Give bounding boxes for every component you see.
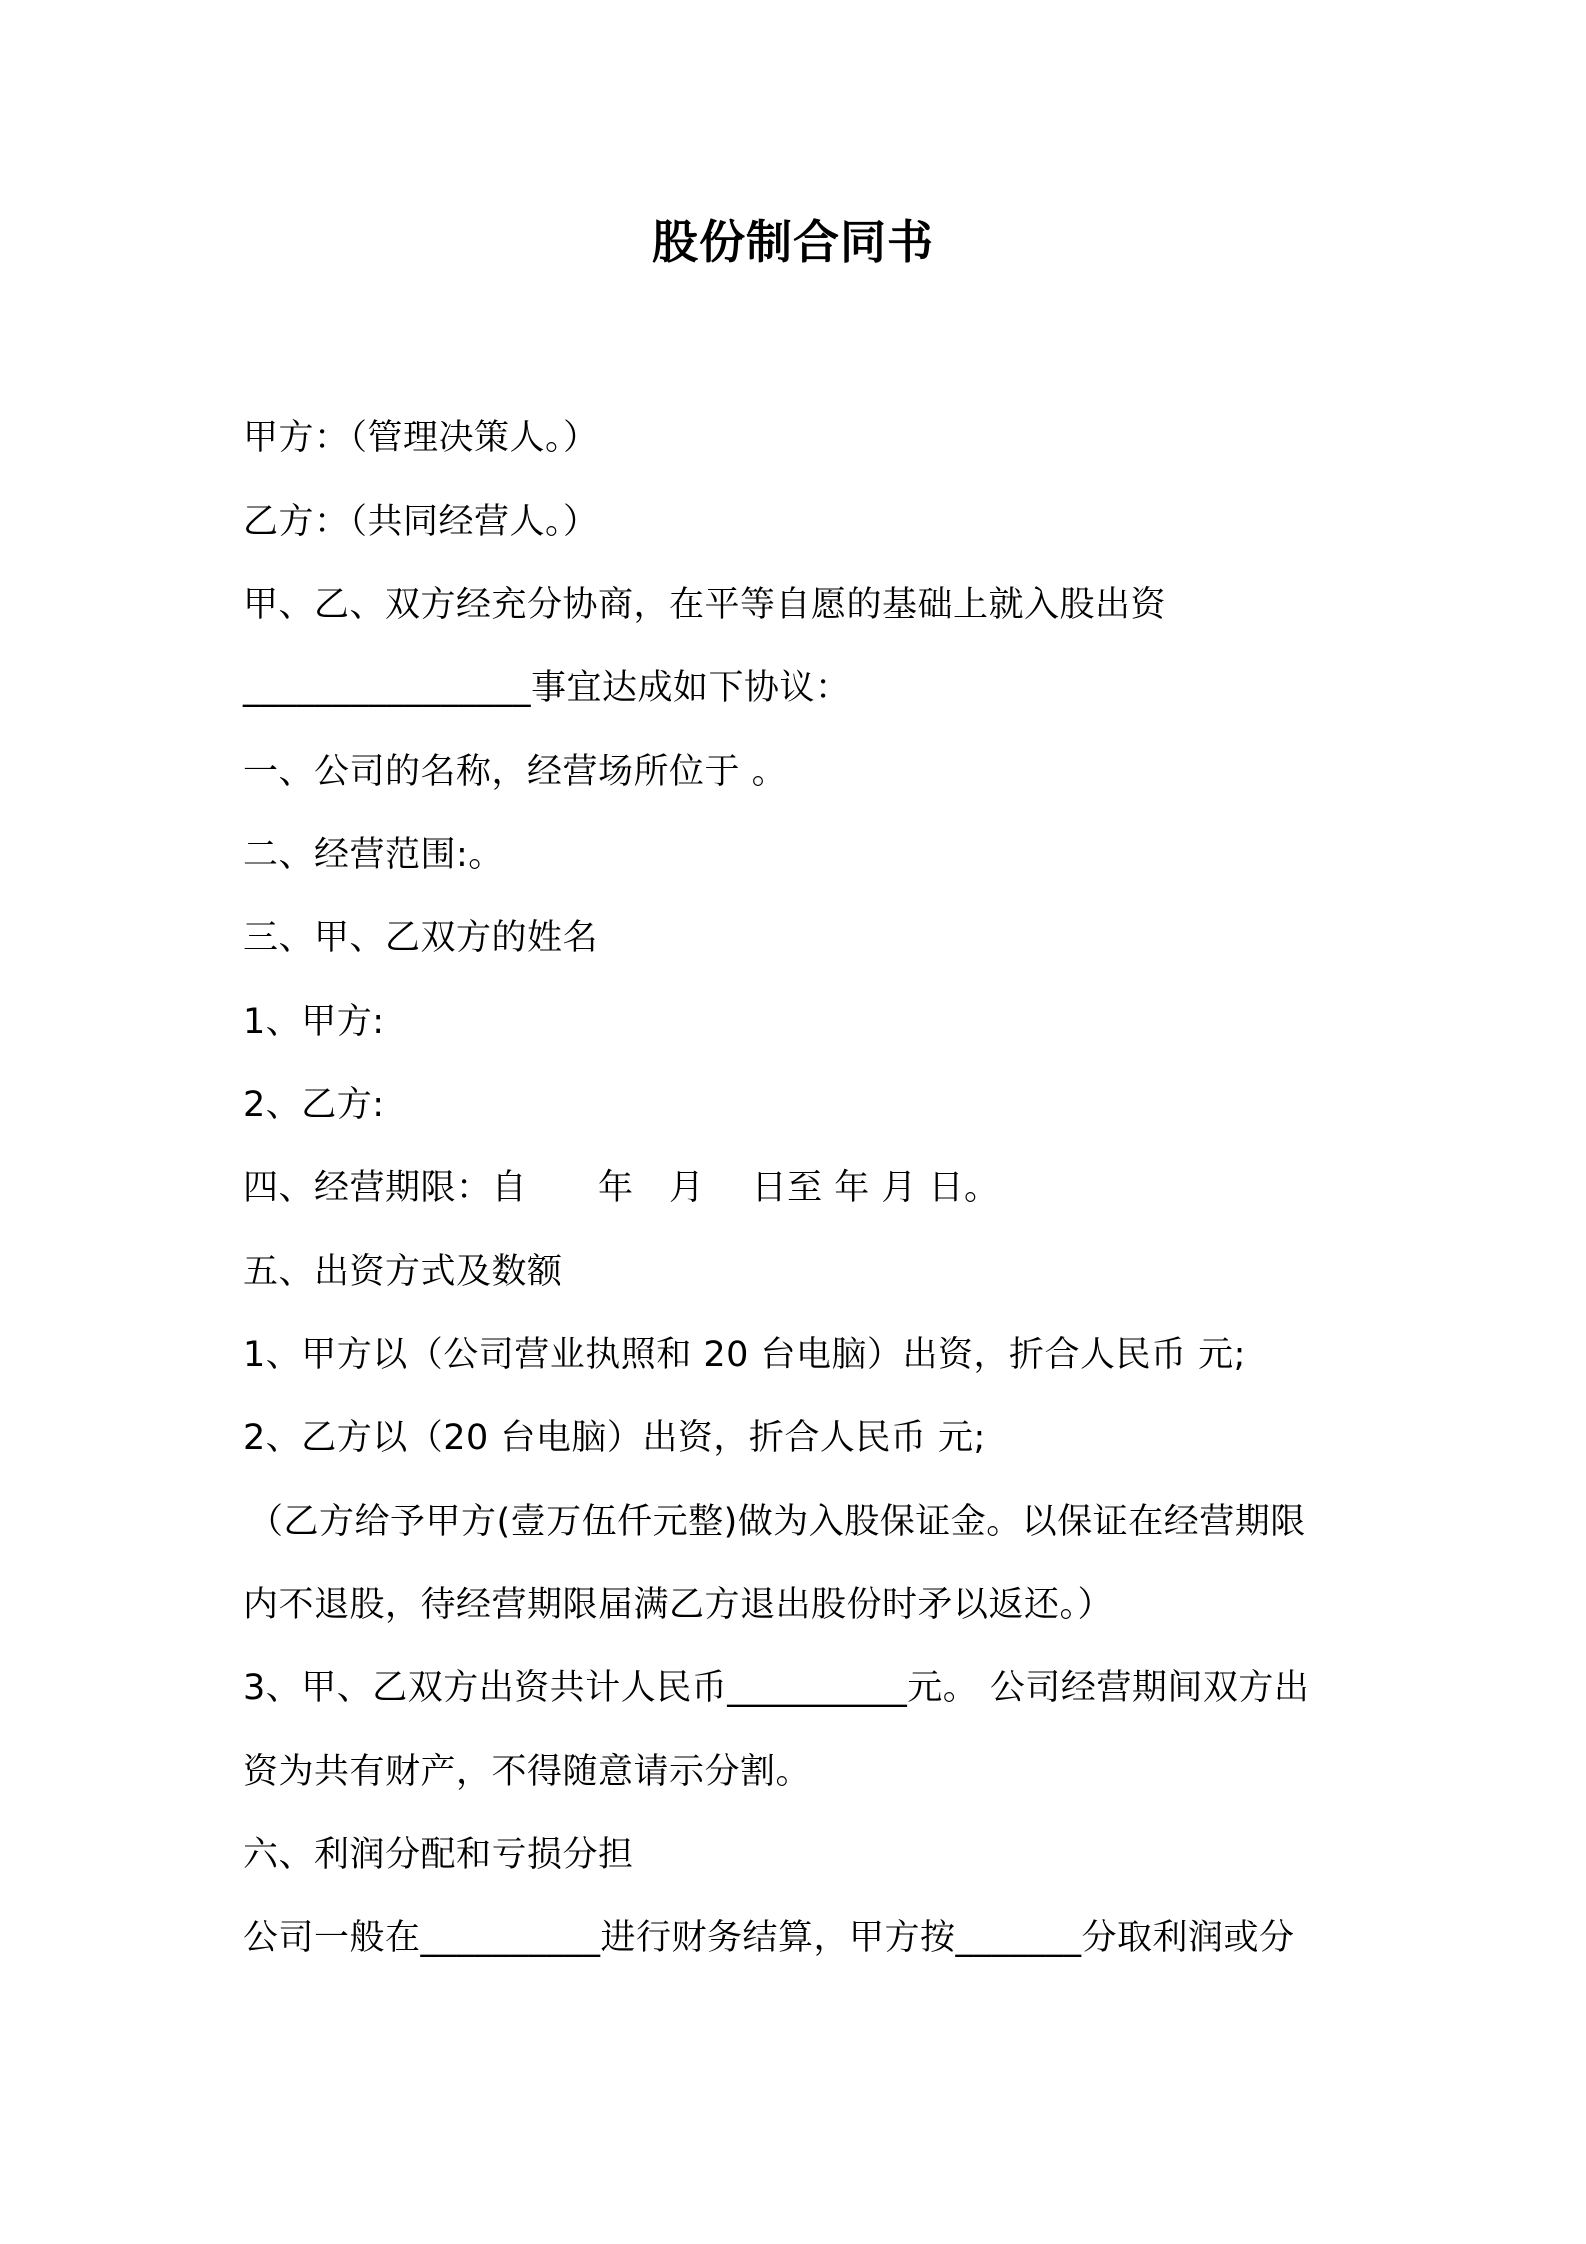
clause-4-term: 四、经营期限：自 年 月 日至 年 月 日。 <box>243 1168 1000 1208</box>
party-a-line: 甲方：（管理决策人。） <box>243 418 599 458</box>
clause-5-heading: 五、出资方式及数额 <box>243 1252 563 1292</box>
preamble-line-2: ________________事宜达成如下协议： <box>243 668 851 708</box>
preamble-line-1: 甲、乙、双方经充分协商，在平等自愿的基础上就入股出资 <box>243 585 1167 625</box>
party-b-line: 乙方：（共同经营人。） <box>243 502 599 542</box>
document-title: 股份制合同书 <box>652 215 934 269</box>
clause-5-item-2: 2、乙方以（20 台电脑）出资，折合人民币 元; <box>243 1418 986 1458</box>
clause-5-note-line-2: 内不退股，待经营期限届满乙方退出股份时矛以返还。） <box>243 1585 1114 1625</box>
clause-3-party-b: 2、乙方: <box>243 1085 385 1125</box>
clause-5-note-line-1: （乙方给予甲方(壹万伍仟元整)做为入股保证金。以保证在经营期限 <box>248 1502 1306 1542</box>
clause-2-business-scope: 二、经营范围:。 <box>243 835 504 875</box>
clause-6-heading: 六、利润分配和亏损分担 <box>243 1835 634 1875</box>
clause-3-party-a: 1、甲方: <box>243 1002 385 1042</box>
clause-6-text-line-1: 公司一般在__________进行财务结算，甲方按_______分取利润或分 <box>243 1918 1295 1958</box>
clause-5-item-1: 1、甲方以（公司营业执照和 20 台电脑）出资，折合人民币 元; <box>243 1335 1246 1375</box>
clause-5-item-3-line-2: 资为共有财产，不得随意请示分割。 <box>243 1752 812 1792</box>
clause-5-item-3-line-1: 3、甲、乙双方出资共计人民币__________元。 公司经营期间双方出 <box>243 1668 1310 1708</box>
clause-3-heading: 三、甲、乙双方的姓名 <box>243 918 599 958</box>
clause-1-company-name: 一、公司的名称，经营场所位于 。 <box>243 752 788 792</box>
